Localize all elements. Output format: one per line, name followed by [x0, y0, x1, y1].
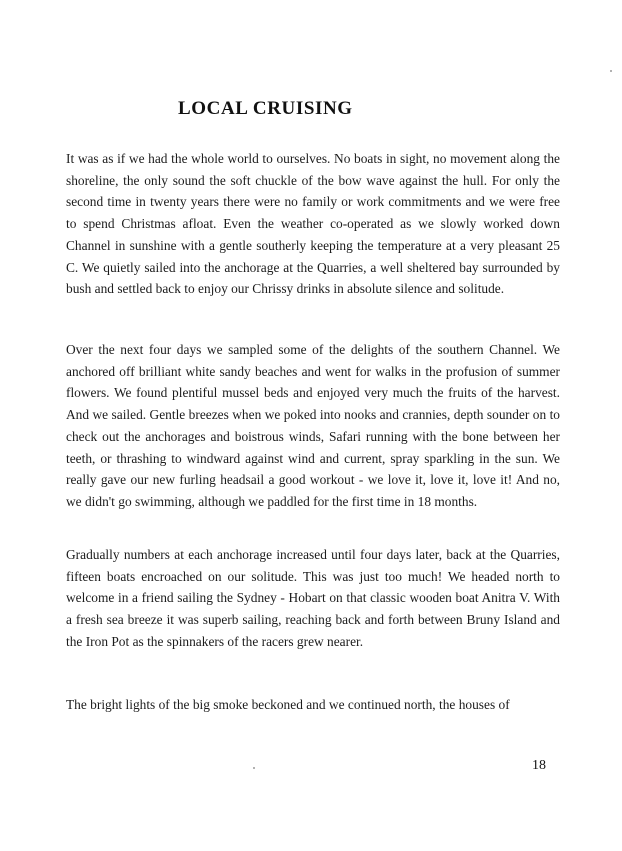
- scan-speck: [610, 70, 612, 72]
- paragraph-continued-north: The bright lights of the big smoke beckoned and we continued north, the houses of: [66, 697, 510, 712]
- paragraph-southern-channel: Over the next four days we sampled some of the delights of the southern Channel. We anchored off brilliant white sandy beaches and went for walks in the profusion of summer flowers. We found plentiful mussel beds and enjoyed very much the fruits of the harvest. And we sailed. Gentle breezes when we poked into nooks and crannies, depth sounder on to check out the anchorages and boistrous winds, Safari running with the bone between her teeth, or thrashing to windward against wind and current, spray sparkling in the sun. We really gave our new furling headsail a good workout - we love it, love it, love it! And no, we didn't go swimming, although we paddled for the first time in 18 months.: [66, 342, 560, 509]
- page-title: LOCAL CRUISING: [178, 98, 353, 119]
- scan-speck: [253, 767, 255, 769]
- page-number: 18: [532, 758, 546, 773]
- paragraph-quarries-crowding: Gradually numbers at each anchorage increased until four days later, back at the Quarries, fifteen boats encroached on our solitude. This was just too much! We headed north to welcome in a friend sailing the Sydney - Hobart on that classic wooden boat Anitra V. With a fresh sea breeze it was superb sailing, reaching back and forth between Bruny Island and the Iron Pot as the spinnakers of the racers grew nearer.: [66, 547, 560, 649]
- paragraph-christmas-afloat: It was as if we had the whole world to ourselves. No boats in sight, no movement along the shoreline, the only sound the soft chuckle of the bow wave against the hull. For only the second time in twenty years there were no family or work commitments and we were free to spend Christmas afloat. Even the weather co-operated as we slowly worked down Channel in sunshine with a gentle southerly keeping the temperature at a very pleasant 25 C. We quietly sailed into the anchorage at the Quarries, a well sheltered bay surrounded by bush and settled back to enjoy our Chrissy drinks in absolute silence and solitude.: [66, 151, 560, 297]
